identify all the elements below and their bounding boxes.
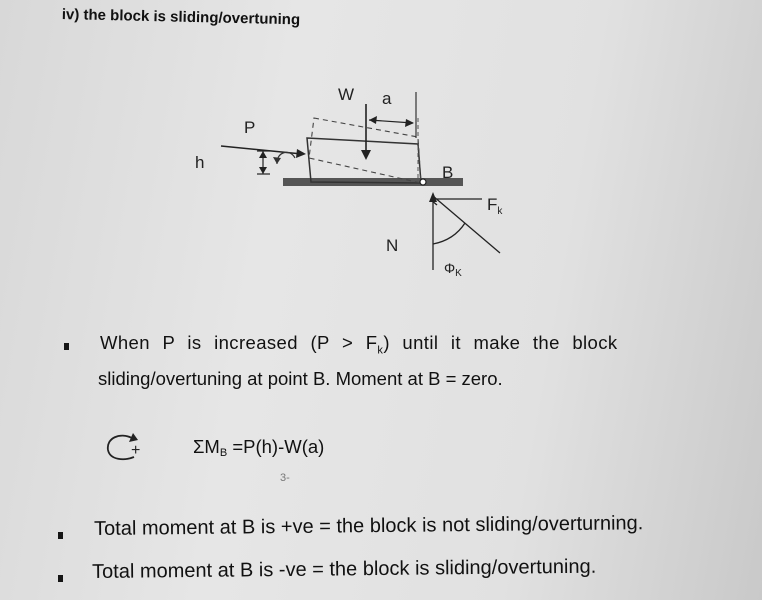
block-outline	[307, 138, 421, 183]
label-n: N	[386, 236, 399, 255]
bullet-item-positive: Total moment at B is +ve = the block is not sliding/overturning.	[94, 512, 644, 540]
clockwise-moment-icon	[102, 430, 150, 466]
label-h: h	[195, 153, 205, 172]
label-p: P	[244, 118, 256, 137]
paragraph-line-2: sliding/overtuning at point B. Moment at B = zero.	[98, 368, 503, 389]
pivot-b	[420, 179, 426, 185]
page-number: 3-	[280, 472, 290, 484]
label-a: a	[382, 89, 392, 108]
section-heading: iv) the block is sliding/overtuning	[61, 6, 301, 29]
label-fk: $F_k$	[487, 195, 503, 217]
label-phi-k: ΦK	[444, 260, 462, 279]
svg-text:+: +	[131, 442, 141, 459]
bullet-marker	[58, 532, 63, 539]
bullet-item-negative: Total moment at B is -ve = the block is sliding/overtuning.	[92, 555, 597, 583]
paragraph-line-1: When P is increased $(P > F_k)$ until it make the block	[100, 332, 618, 357]
moment-equation: $\Sigma M_B =P(h)-W(a)$	[193, 436, 325, 459]
label-b: B	[442, 163, 454, 182]
bullet-marker	[58, 575, 63, 582]
bullet-marker	[64, 343, 69, 350]
phi-arc	[433, 223, 465, 244]
label-w: W	[338, 85, 355, 104]
